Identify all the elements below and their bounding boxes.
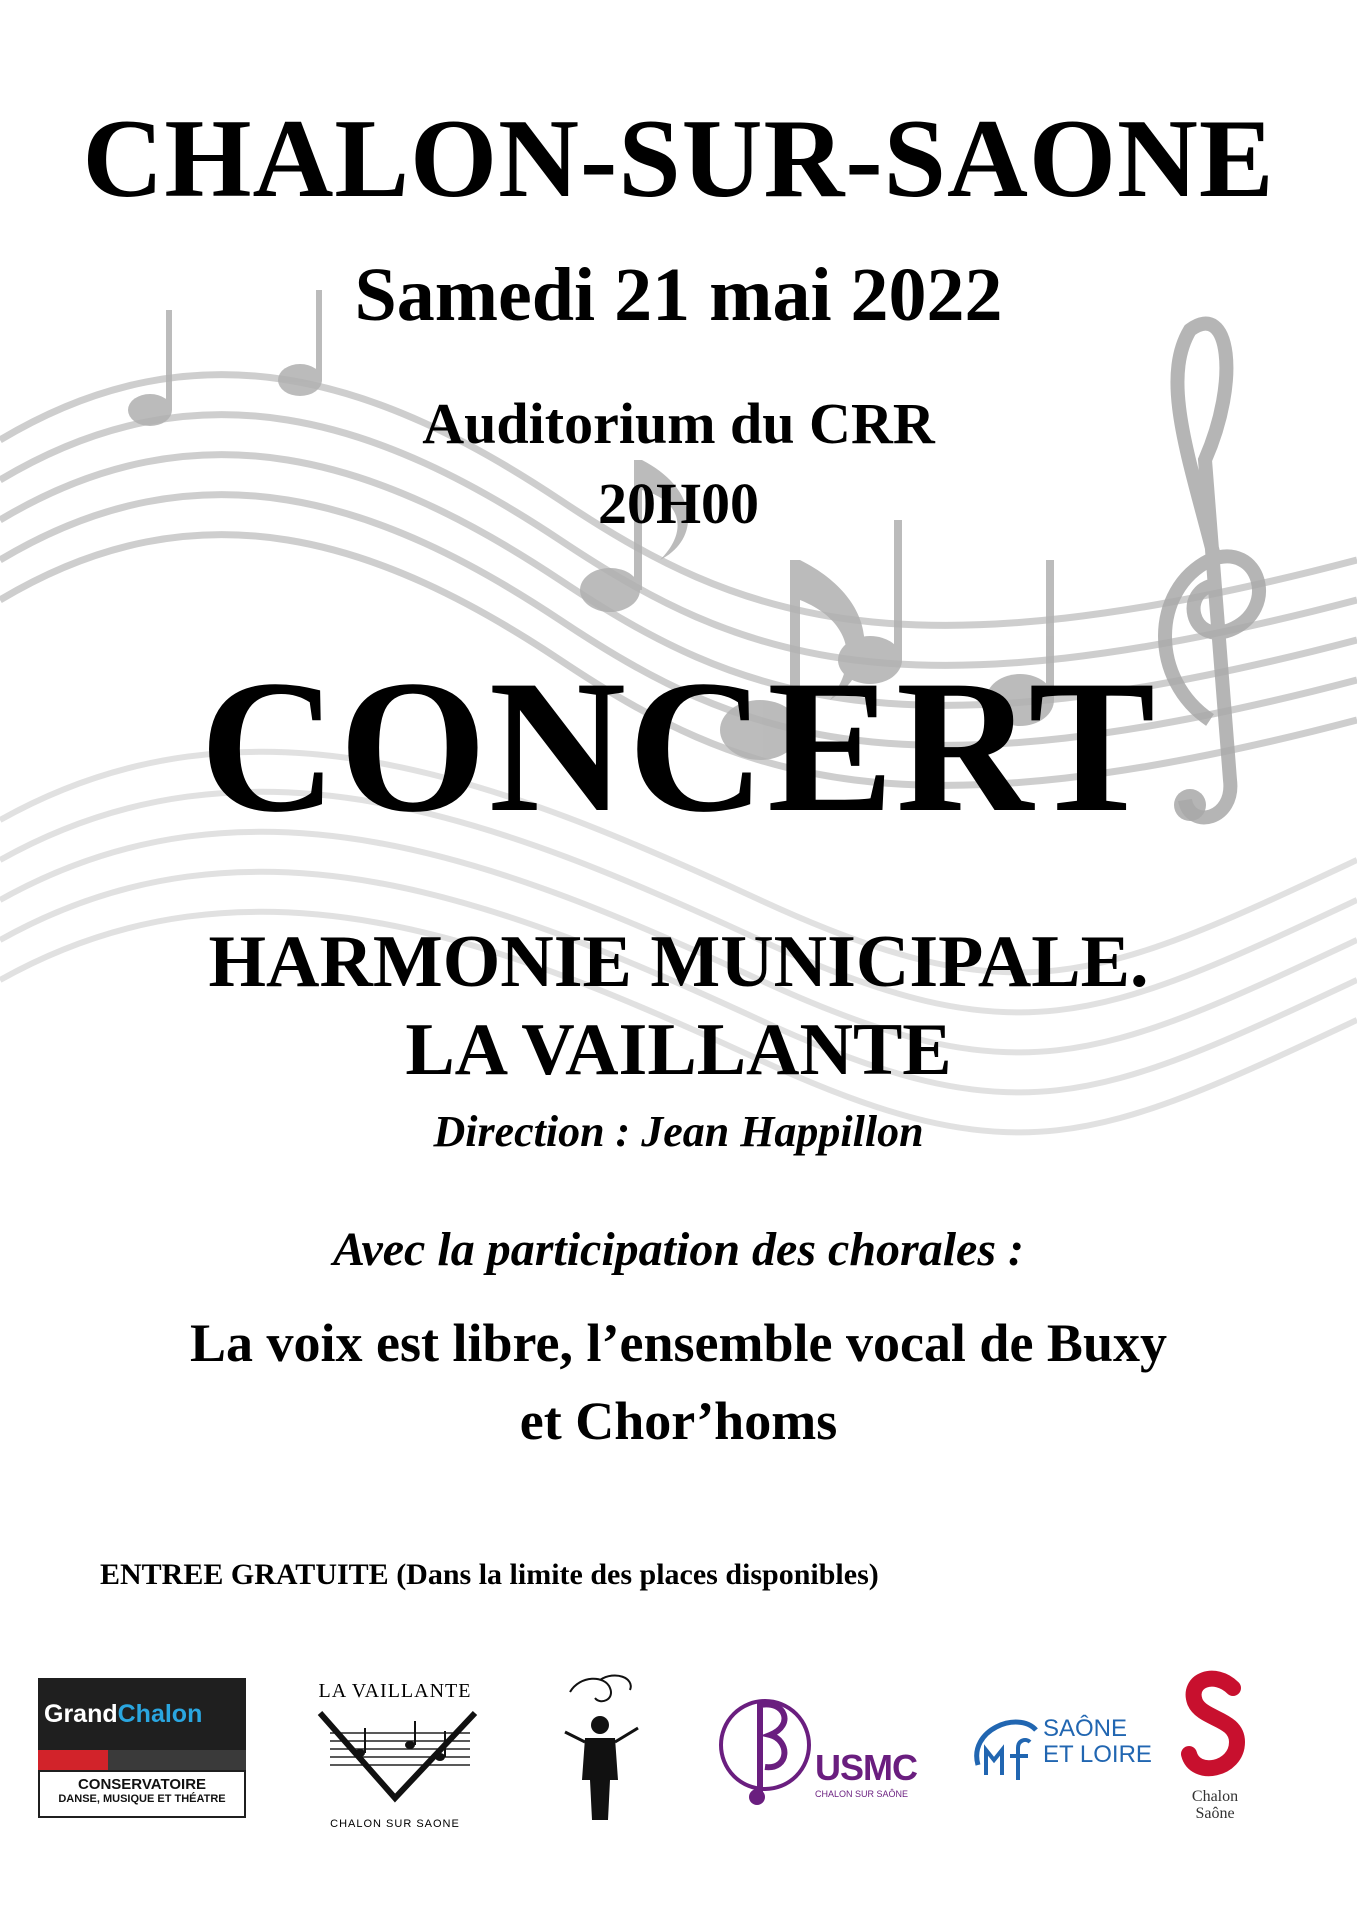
chalon-sur-saone-line2: Saône (1195, 1805, 1235, 1822)
event-time: 20H00 (597, 471, 760, 536)
grand-chalon-word1: Grand (44, 1700, 118, 1728)
choirs-line1: La voix est libre, l’ensemble vocal de Buxy (190, 1313, 1167, 1373)
choirs-line2: et Chor’homs (519, 1391, 838, 1451)
conservatoire-label (38, 1770, 246, 1818)
conductor-credit: Direction : Jean Happillon (433, 1107, 924, 1156)
city-title: CHALON-SUR-SAONE (82, 97, 1275, 221)
group-name-line2: LA VAILLANTE (405, 1009, 952, 1091)
event-date: Samedi 21 mai 2022 (354, 253, 1003, 337)
conservatoire-line2: DANSE, MUSIQUE ET THÉATRE (58, 1793, 226, 1805)
saone-et-loire-logo (968, 1710, 1152, 1800)
la-vaillante-logo (300, 1680, 490, 1830)
event-venue: Auditorium du CRR (422, 391, 935, 456)
saone-et-loire-line1: SAÔNE (1043, 1715, 1128, 1742)
chalon-sur-saone-text (1175, 1788, 1255, 1822)
concert-title: CONCERT (199, 642, 1158, 852)
admission-info (100, 1558, 879, 1592)
conservatoire-line1: CONSERVATOIRE (77, 1776, 207, 1793)
saone-et-loire-emblem-icon (968, 1710, 1040, 1790)
usmc-logo (715, 1685, 915, 1820)
chalon-sur-saone-logo (1175, 1670, 1255, 1840)
admission-label: ENTREE GRATUITE (100, 1558, 389, 1591)
grand-chalon-conservatoire-logo (38, 1678, 246, 1818)
participation-intro: Avec la participation des chorales : (332, 1223, 1025, 1276)
admission-note: (Dans la limite des places disponibles) (396, 1558, 879, 1591)
la-vaillante-logo-title: LA VAILLANTE (318, 1680, 472, 1702)
grand-chalon-word2: Chalon (117, 1700, 203, 1728)
saone-et-loire-text (1043, 1716, 1152, 1768)
chalon-sur-saone-line1: Chalon (1191, 1788, 1239, 1805)
chalon-sur-saone-emblem-icon (1175, 1670, 1255, 1785)
la-vaillante-emblem-icon (300, 1703, 490, 1803)
grand-chalon-red-bar (38, 1750, 108, 1770)
usmc-logo-name: USMC (815, 1747, 917, 1788)
sponsor-logos (0, 1660, 1357, 1860)
saone-et-loire-line2: ET LOIRE (1043, 1741, 1152, 1768)
usmc-emblem-icon (715, 1685, 815, 1820)
grand-chalon-wordmark (38, 1678, 246, 1750)
chorhoms-conductor-logo-icon (560, 1670, 640, 1830)
usmc-logo-subtitle: CHALON SUR SAÔNE (815, 1789, 909, 1799)
group-name-line1: HARMONIE MUNICIPALE. (208, 921, 1149, 1003)
la-vaillante-logo-subtitle: CHALON SUR SAONE (330, 1818, 460, 1830)
